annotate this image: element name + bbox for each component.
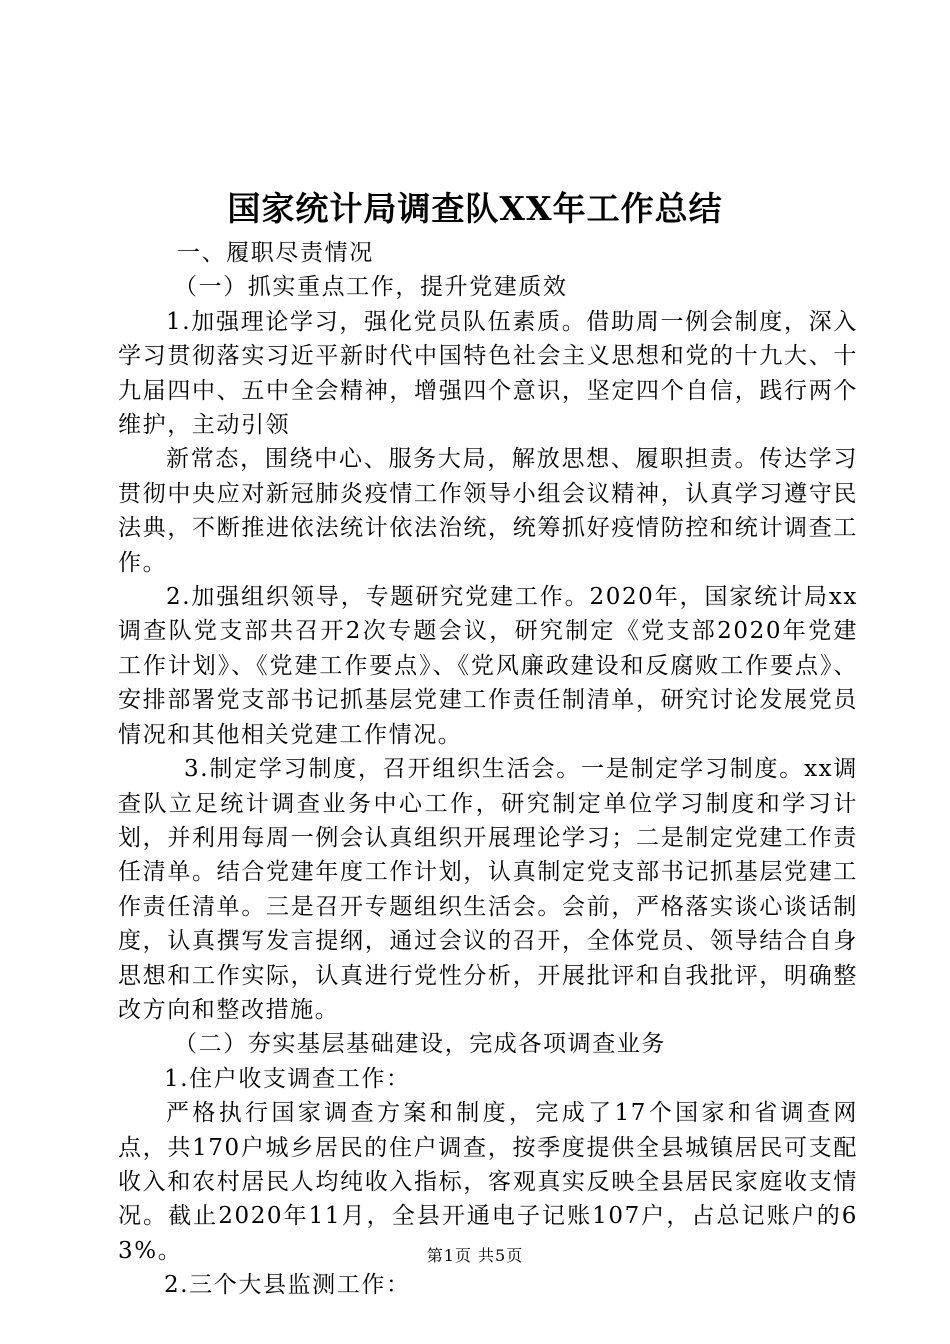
section-heading: 一、履职尽责情况 <box>177 240 374 266</box>
document-body <box>118 236 858 1303</box>
body-paragraph: 1.加强理论学习，强化党员队伍素质。借助周一例会制度，深入学习贯彻落实习近平新时代中国特色社会主义思想和党的十九大、十九届四中、五中全会精神，增强四个意识，坚定四个自信，践行两个维护，主动引领 <box>118 308 858 439</box>
subsection-heading: （一）抓实重点工作，提升党建质效 <box>174 274 568 301</box>
item-heading: 2.三个大县监测工作： <box>164 1272 411 1299</box>
document-title: 国家统计局调查队XX年工作总结 <box>227 189 723 228</box>
item-heading: 1.住户收支调查工作： <box>164 1065 411 1092</box>
body-paragraph: 新常态，围绕中心、服务大局，解放思想、履职担责。传达学习贯彻中央应对新冠肺炎疫情工作领导小组会议精神，认真学习遵守民法典，不断推进依法统计依法治统，统筹抓好疫情防控和统计调查工作。 <box>118 446 858 576</box>
body-paragraph: 2.加强组织领导，专题研究党建工作。2020年，国家统计局xx调查队党支部共召开2次专题会议，研究制定《党支部2020年党建工作计划》、《党建工作要点》、《党风廉政建设和反腐败工作要点》、安排部署党支部书记抓基层党建工作责任制清单，研究讨论发展党员情况和其他相关党建工作情况。 <box>118 584 858 748</box>
body-paragraph: 严格执行国家调查方案和制度，完成了17个国家和省调查网点，共170户城乡居民的住户调查，按季度提供全县城镇居民可支配收入和农村居民人均纯收入指标，客观真实反映全县居民家庭收支情况。截止2020年11月，全县开通电子记账107户，占总记账户的63%。 <box>118 1100 858 1264</box>
body-paragraph: 3.制定学习制度，召开组织生活会。一是制定学习制度。xx调查队立足统计调查业务中心工作，研究制定单位学习制度和学习计划，并利用每周一例会认真组织开展理论学习；二是制定党建工作责任清单。结合党建年度工作计划，认真制定党支部书记抓基层党建工作责任清单。三是召开专题组织生活会。会前，严格落实谈心谈话制度，认真撰写发言提纲，通过会议的召开，全体党员、领导结合自身思想和工作实际，认真进行党性分析，开展批评和自我批评，明确整改方向和整改措施。 <box>118 756 858 1023</box>
page-footer: 第1页 共5页 <box>426 1246 524 1265</box>
subsection-heading: （二）夯实基层基础建设，完成各项调查业务 <box>174 1031 666 1058</box>
